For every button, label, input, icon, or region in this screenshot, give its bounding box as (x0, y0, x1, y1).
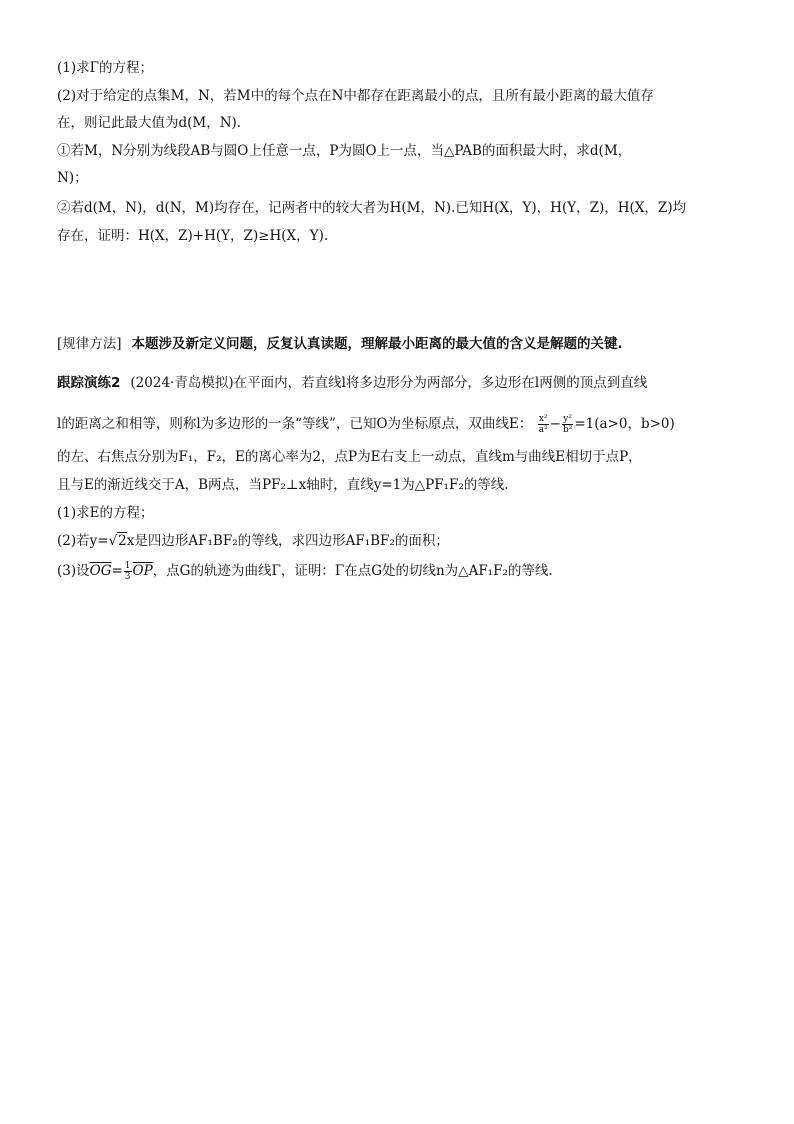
method-tag: [规律方法] (57, 336, 122, 352)
minus-sign: − (549, 416, 561, 432)
fraction-denominator: b² (562, 425, 573, 435)
vector-og: $\overline{OG}$ (89, 563, 112, 579)
sqrt-radicand: 2 (118, 533, 127, 549)
exercise-question-2 (57, 531, 449, 551)
fraction-numerator: x² (538, 414, 548, 424)
fraction-numerator: y² (563, 414, 572, 424)
equals-sign: = (111, 563, 123, 579)
fraction-denominator: 3 (124, 572, 131, 582)
exercise-line-2 (57, 414, 675, 435)
fraction-y2-over-b2 (562, 414, 573, 435)
exercise-line-1 (57, 373, 647, 393)
exercise-source: (2024·青岛模拟) (130, 375, 234, 391)
q3-text-b: ，点G的轨迹为曲线Γ，证明：Γ在点G处的切线n为△AF₁F₂的等线. (152, 563, 553, 579)
exercise-line-4: 且与E的渐近线交于A，B两点，当PF₂⊥x轴时，直线y=1为△PF₁F₂的等线. (57, 477, 509, 493)
sub-question-1-line-2: N)； (57, 170, 88, 186)
exercise-text-1: 在平面内，若直线l将多边形分为两部分，多边形在l两侧的顶点到直线 (233, 375, 648, 391)
exercise-text-2b: =1(a>0，b>0) (574, 416, 675, 432)
sub-question-2-line-1: ②若d(M，N)，d(N，M)均存在，记两者中的较大者为H(M，N).已知H(X，Y)，H(Y，Z)，H(X，Z)均 (57, 200, 687, 216)
q3-text-a: (3)设 (57, 563, 90, 579)
fraction-one-third (124, 561, 132, 582)
vector-op: $\overline{OP}$ (132, 563, 153, 579)
exercise-question-3 (57, 561, 553, 582)
q2-text-b: x是四边形AF₁BF₂的等线，求四边形AF₁BF₂的面积； (126, 533, 449, 549)
q2-text-a: (2)若y= (57, 533, 109, 549)
method-note (57, 334, 623, 354)
part-2-question-line-1: (2)对于给定的点集M，N，若M中的每个点在N中都存在距离最小的点，且所有最小距离的最大值存 (57, 88, 654, 104)
sqrt-sign: √ (108, 533, 118, 549)
exercise-line-3: 的左、右焦点分别为F₁，F₂，E的离心率为2，点P为E右支上一动点，直线m与曲线E相切于点P， (57, 449, 642, 465)
exercise-text-2a: l的距离之和相等，则称l为多边形的一条“等线”，已知O为坐标原点，双曲线E： (57, 416, 533, 432)
exercise-label: 跟踪演练2 (57, 375, 121, 391)
fraction-numerator: 1 (124, 561, 131, 571)
sub-question-1-line-1: ①若M，N分别为线段AB与圆O上任意一点，P为圆O上一点，当△PAB的面积最大时，求d(M， (57, 143, 632, 159)
part-2-question-line-2: 在，则记此最大值为d(M，N). (57, 115, 242, 131)
part-1-question: (1)求Γ的方程； (57, 60, 153, 76)
fraction-denominator: a² (538, 425, 548, 435)
fraction-x2-over-a2 (538, 414, 549, 435)
method-text: 本题涉及新定义问题，反复认真读题，理解最小距离的最大值的含义是解题的关键. (131, 336, 623, 352)
exercise-question-1: (1)求E的方程； (57, 505, 154, 521)
sub-question-2-line-2: 存在，证明：H(X，Z)+H(Y，Z)≥H(X，Y). (57, 228, 329, 244)
